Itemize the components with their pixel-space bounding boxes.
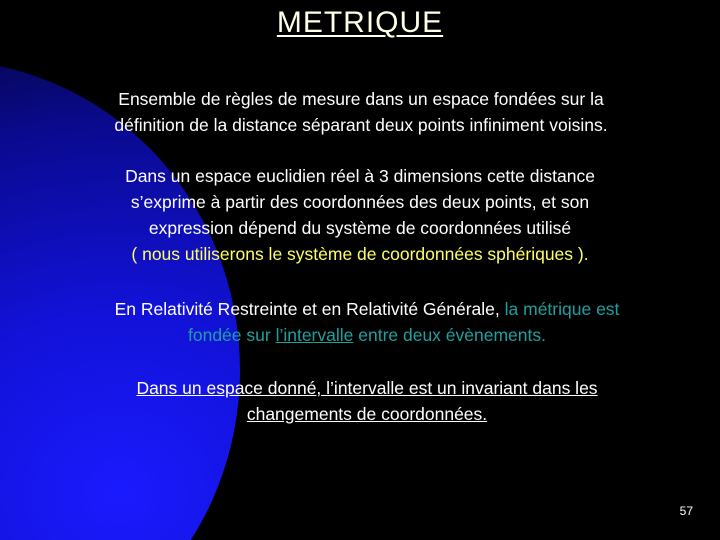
relativity-text-highlight-a: la métrique est [504,299,620,319]
invariant-line-2: changements de coordonnées. [246,404,488,424]
euclidean-line-1: Dans un espace euclidien réel à 3 dimensions cette distance [125,166,595,186]
relativity-paragraph [0,296,720,348]
relativity-text-b: fondée sur [188,325,276,345]
euclidean-line-2: s’exprime à partir des coordonnées des deux points, et son [130,192,590,212]
euclidean-line-4: ( nous utiliserons le système de coordonnées sphériques ). [131,244,589,264]
relativity-line-1 [0,296,720,322]
euclidean-line-3: expression dépend du système de coordonnées utilisé [148,218,572,238]
definition-line-1: Ensemble de règles de mesure dans un espace fondées sur la [118,89,604,109]
relativity-line-2 [0,322,720,348]
slide-title [0,6,720,40]
relativity-text-a: En Relativité Restreinte et en Relativité Générale, [114,299,505,319]
page-number: 57 [679,504,693,518]
invariant-paragraph [0,375,720,427]
invariant-line-1: Dans un espace donné, l’intervalle est un invariant dans les [136,378,598,398]
title-text: METRIQUE [276,6,444,39]
definition-paragraph [0,86,720,138]
euclidean-paragraph [0,163,720,267]
definition-line-2: définition de la distance séparant deux points infiniment voisins. [114,115,608,135]
intervalle-term: l’intervalle [275,325,354,345]
relativity-text-c: entre deux évènements. [353,325,546,345]
